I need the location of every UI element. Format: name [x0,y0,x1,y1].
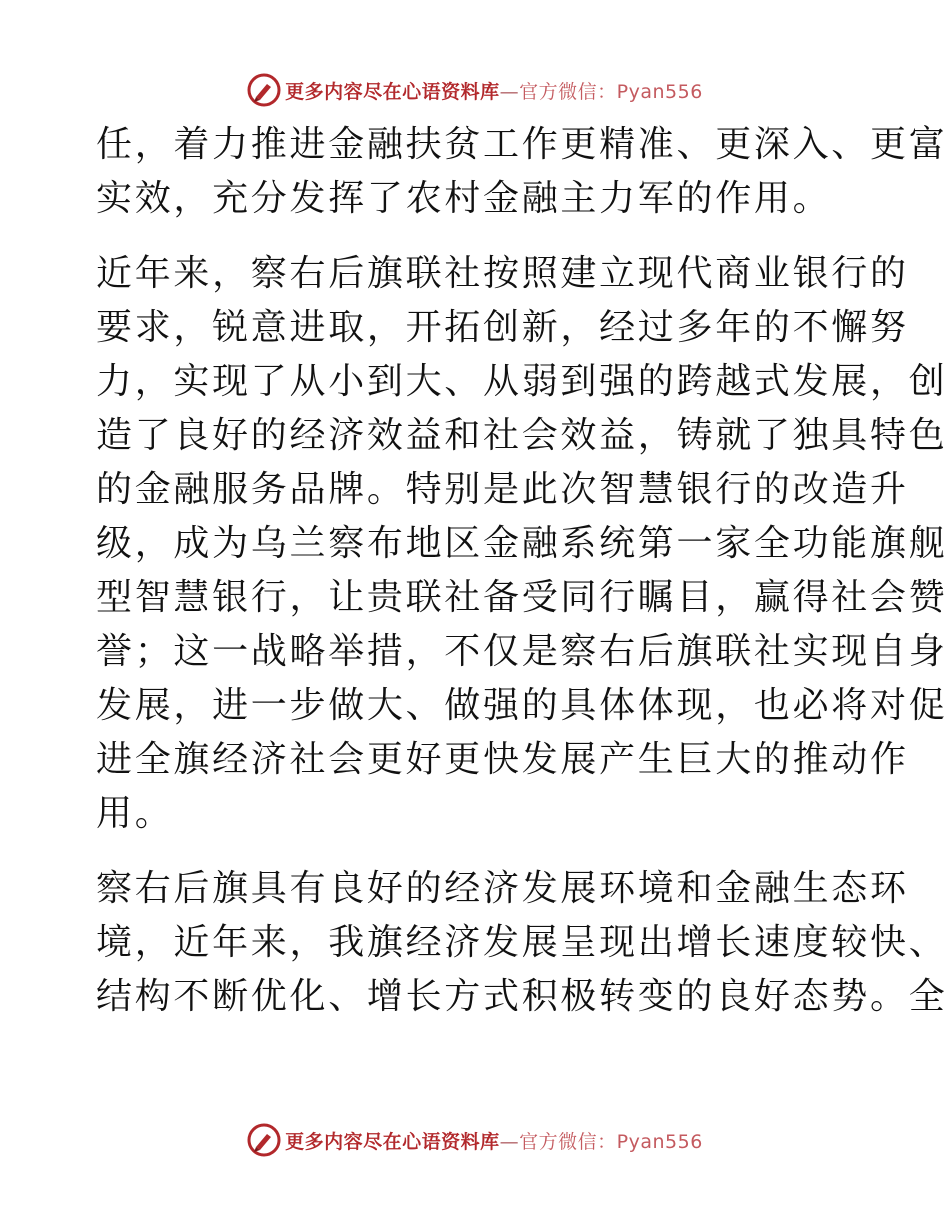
watermark-dash: — [499,80,520,103]
paragraph-2 [96,247,948,841]
header-watermark-banner [0,70,950,110]
paragraph-1 [96,118,948,226]
watermark-text [285,77,703,104]
text-line: 的金融服务品牌。特别是此次智慧银行的改造升 [96,469,909,510]
text-line: 造了良好的经济效益和社会效益，铸就了独具特色 [96,415,948,456]
text-line: 任，着力推进金融扶贫工作更精准、更深入、更富 [96,124,948,165]
text-line: 级，成为乌兰察布地区金融系统第一家全功能旗舰 [96,523,948,564]
text-line: 力，实现了从小到大、从弱到强的跨越式发展，创 [96,361,948,402]
text-line: 进全旗经济社会更好更快发展产生巨大的推动作 [96,739,909,780]
text-line: 要求，锐意进取，开拓创新，经过多年的不懈努 [96,307,909,348]
text-line: 发展，进一步做大、做强的具体体现，也必将对促 [96,685,948,726]
pen-logo-icon [247,73,281,107]
text-line: 察右后旗具有良好的经济发展环境和金融生态环 [96,868,909,909]
text-line: 用。 [96,793,174,834]
paragraph-3 [96,862,948,1024]
watermark-tail: 官方微信：Pyan556 [519,80,703,103]
text-line: 誉；这一战略举措，不仅是察右后旗联社实现自身 [96,631,948,672]
watermark-text [285,1127,703,1154]
watermark-dash: — [499,1130,520,1153]
text-line: 近年来，察右后旗联社按照建立现代商业银行的 [96,253,909,294]
footer-watermark-banner [0,1120,950,1160]
text-line: 境，近年来，我旗经济发展呈现出增长速度较快、 [96,922,948,963]
text-line: 结构不断优化、增长方式积极转变的良好态势。全 [96,976,948,1017]
text-line: 型智慧银行，让贵联社备受同行瞩目，赢得社会赞 [96,577,948,618]
pen-logo-icon [247,1123,281,1157]
watermark-lead: 更多内容尽在心语资料库 [285,80,500,103]
watermark-tail: 官方微信：Pyan556 [519,1130,703,1153]
watermark-lead: 更多内容尽在心语资料库 [285,1130,500,1153]
document-body [96,118,948,1024]
text-line: 实效，充分发挥了农村金融主力军的作用。 [96,178,832,219]
